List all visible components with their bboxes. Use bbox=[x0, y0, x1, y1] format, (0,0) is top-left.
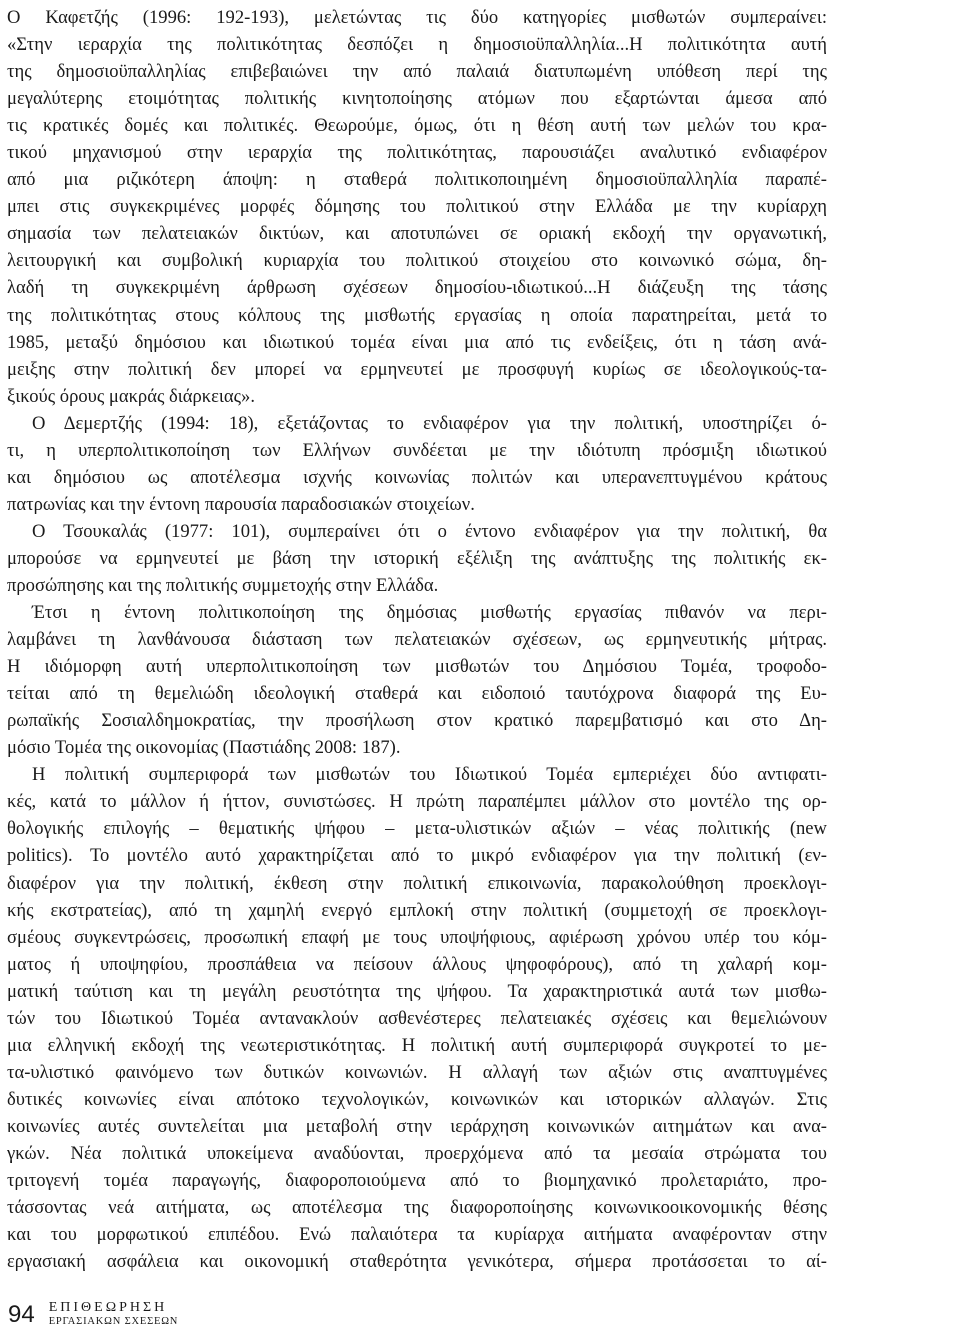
text-line: εργασιακή ασφάλεια και οικονομική σταθερότητα γενικότερα, σήμερα προτάσσεται το αί- bbox=[7, 1251, 827, 1273]
text-line: θολογικής επιλογής – θεματικής ψήφου – μετα-υλιστικών αξιών – νέας πολιτικής (new bbox=[7, 818, 827, 840]
text-line: μια ελληνική εκδοχή της νεωτεριστικότητας. Η πολιτική αυτή συμπεριφορά συγκροτεί το με- bbox=[7, 1034, 827, 1056]
text-line: τάσσοντας νεά αιτήματα, ως αποτέλεσμα της διαφοροποίησης κοινωνικοοικονομικής θέσης bbox=[7, 1197, 827, 1219]
page-number: 94 bbox=[8, 1301, 35, 1328]
text-line: ξικούς όρους μακράς διάρκειας». bbox=[7, 385, 255, 407]
text-line: σημασία των πελατειακών δικτύων, και αποτυπώνει σε οριακή εκδοχή την οργανωτική, bbox=[7, 223, 827, 245]
text-line: κοινωνίες αυτές συντελείται μια μεταβολή στην ιεράρχηση κοινωνικών αιτημάτων και ανα- bbox=[7, 1115, 827, 1137]
text-line: «Στην ιεραρχία της πολιτικότητας δεσπόζει η δημοσιοϋπαλληλία...Η πολιτικότητα αυτή bbox=[7, 34, 827, 56]
text-line: τριτογενή τομέα παραγωγής, διαφοροποιούμενα από το βιομηχανικό προλεταριάτο, προ- bbox=[7, 1170, 827, 1192]
text-line: μειξης στην πολιτική δεν μπορεί να ερμηνευτεί με προσφυγή κυρίως σε ιδεολογικούς-τα- bbox=[7, 358, 827, 380]
body-text bbox=[7, 4, 827, 1275]
text-line: Η πολιτική συμπεριφορά των μισθωτών του Ιδιωτικού Τομέα εμπεριέχει δύο αντιφατι- bbox=[32, 764, 827, 786]
text-line: ματος ή υποψηφίου, προσπάθεια να πείσουν άλλους ψηφοφόρους), από τη χαλαρή κομ- bbox=[7, 953, 827, 975]
text-line: κές, κατά το μάλλον ή ήττον, συνιστώσες. Η πρώτη παραπέμπει μάλλον στο μοντέλο της ορ- bbox=[7, 791, 827, 813]
text-line: μεγαλύτερης ετοιμότητας πολιτικής κινητοποίησης ατόμων που εξαρτώνται άμεσα από bbox=[7, 88, 827, 110]
text-line: Η ιδιόμορφη αυτή υπερπολιτικοποίηση των μισθωτών του Δημόσιου Τομέα, τροφοδο- bbox=[7, 656, 827, 678]
text-line: τις κρατικές δομές και πολιτικές. Θεωρούμε, όμως, ότι η θέση αυτή των μελών του κρα- bbox=[7, 115, 827, 137]
text-line: Ο Τσουκαλάς (1977: 101), συμπεραίνει ότι ο έντονο ενδιαφέρον για την πολιτική, θα bbox=[32, 520, 827, 542]
text-line: τα-υλιστικό φαινόμενο των δυτικών κοινωνιών. Η αλλαγή των αξιών στις αναπτυγμένες bbox=[7, 1061, 827, 1083]
text-line: και δημόσιου ως αποτέλεσμα ισχνής κοινωνίας πολιτών και υπερανεπτυγμένου κράτους bbox=[7, 466, 827, 488]
text-line: ματική ταύτιση και τη μεγάλη ρευστότητα της ψήφου. Τα χαρακτηριστικά αυτά των μισθω- bbox=[7, 980, 827, 1002]
text-line: μπορούσε να ερμηνευτεί με βάση την ιστορική εξέλιξη της ανάπτυξης της πολιτικής εκ- bbox=[7, 547, 827, 569]
text-line: της πολιτικότητας στους κόλπους της μισθωτής εργασίας η οποία παρατηρείται, μετά το bbox=[7, 304, 827, 326]
text-line: λαμβάνει τη λανθάνουσα διάσταση των πελατειακών σχέσεων, ως ερμηνευτικής μήτρας. bbox=[7, 629, 827, 651]
text-line: γκών. Νέα πολιτικά υποκείμενα αναδύονται, προερχόμενα από τα μεσαία στρώματα του bbox=[7, 1142, 827, 1164]
text-line: μόσιο Τομέα της οικονομίας (Παστιάδης 2008: 187). bbox=[7, 737, 401, 759]
text-line: από μια ριζικότερη άποψη: η σταθερά πολιτικοποιημένη δημοσιοϋπαλληλία παραπέ- bbox=[7, 169, 827, 191]
text-line: ρωπαϊκής Σοσιαλδημοκρατίας, την προσήλωση στον κρατικό παρεμβατισμό και στο Δη- bbox=[7, 710, 827, 732]
text-line: πατρωνίας και την έντονη παρουσία παραδοσιακών στοιχείων. bbox=[7, 493, 475, 515]
text-line: Έτσι η έντονη πολιτικοποίηση της δημόσιας μισθωτής εργασίας πιθανόν να περι- bbox=[32, 602, 827, 624]
text-line: και του μορφωτικού επιπέδου. Ενώ παλαιότερα τα κυρίαρχα αιτήματα αναφέρονταν στην bbox=[7, 1224, 827, 1246]
text-line: τι, η υπερπολιτικοποίηση των Ελλήνων συνδέεται με την ιδιότυπη πρόσμιξη ιδιωτικού bbox=[7, 439, 827, 461]
text-line: διαφέρον για την πολιτική, έκθεση στην πολιτική επικοινωνία, παρακολούθηση προεκλογι- bbox=[7, 872, 827, 894]
journal-title: ΕΠΙΘΕΩΡΗΣΗ bbox=[48, 1300, 168, 1315]
journal-subtitle: ΕΡΓΑΣΙΑΚΩΝ ΣΧΕΣΕΩΝ bbox=[48, 1316, 179, 1327]
text-line: λαδή τη συγκεκριμένη άρθρωση σχέσεων δημοσίου-ιδιωτικού...Η διάζευξη της τάσης bbox=[7, 277, 827, 299]
text-line: μπει στις συγκεκριμένες μορφές δόμησης του πολιτικού στην Ελλάδα με την κυρίαρχη bbox=[7, 196, 827, 218]
text-line: σμέους συγκεντρώσεις, προσωπική επαφή με τους υποψήφιους, αφιέρωση χρόνου υπέρ του κόμ- bbox=[7, 926, 827, 948]
text-line: τών του Ιδιωτικού Τομέα αντανακλούν ασθενέστερες πελατειακές σχέσεις και θεμελιώνουν bbox=[7, 1007, 827, 1029]
text-line: της δημοσιοϋπαλληλίας επιβεβαιώνει την από παλαιά διατυπωμένη υπόθεση περί της bbox=[7, 61, 827, 83]
text-line: 1985, μεταξύ δημόσιου και ιδιωτικού τομέα είναι μια από τις ενδείξεις, ότι η τάση ανά- bbox=[7, 331, 827, 353]
text-line: τείται από τη θεμελιώδη ιδεολογική σταθερά και ειδοποιό ταυτόχρονα διαφορά της Ευ- bbox=[7, 683, 827, 705]
journal-name bbox=[49, 1299, 179, 1328]
text-line: Ο Δεμερτζής (1994: 18), εξετάζοντας το ενδιαφέρον για την πολιτική, υποστηρίζει ό- bbox=[32, 412, 827, 434]
text-line: κής εκστρατείας), από τη χαμηλή ενεργό εμπλοκή στην πολιτική (συμμετοχή σε προεκλογι- bbox=[7, 899, 827, 921]
text-line: λειτουργική και συμβολική κυριαρχία του πολιτικού στοιχείου στο κοινωνικό σώμα, δη- bbox=[7, 250, 827, 272]
text-line: politics). Το μοντέλο αυτό χαρακτηρίζεται από το μικρό ενδιαφέρον για την πολιτική (εν- bbox=[7, 845, 827, 867]
text-line: προσώπησης και της πολιτικής συμμετοχής στην Ελλάδα. bbox=[7, 574, 439, 596]
page-footer bbox=[8, 1294, 178, 1334]
text-line: Ο Καφετζής (1996: 192-193), μελετώντας τις δύο κατηγορίες μισθωτών συμπεραίνει: bbox=[7, 7, 827, 28]
text-line: τικού μηχανισμού στην ιεραρχία της πολιτικότητας, παρουσιάζει αναλυτικό ενδιαφέρον bbox=[7, 142, 827, 164]
text-line: δυτικές κοινωνίες είναι απότοκο τεχνολογικών, κοινωνικών και ιστορικών αλλαγών. Στις bbox=[7, 1088, 827, 1110]
